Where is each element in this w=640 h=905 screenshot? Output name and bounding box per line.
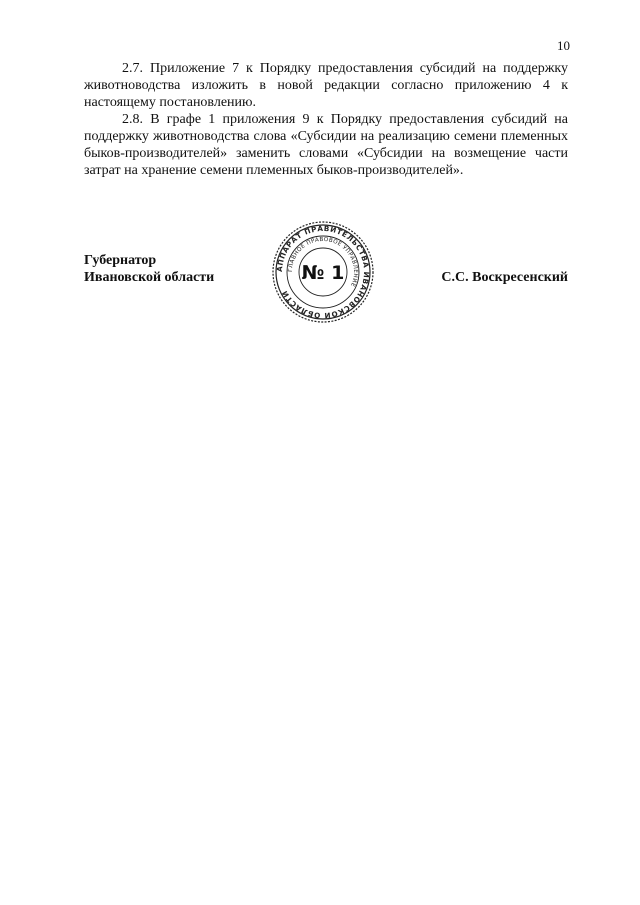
signatory-title (84, 252, 214, 286)
signature-block (84, 223, 568, 336)
seal-ring-text: АППАРАТ ПРАВИТЕЛЬСТВА ИВАНОВСКОЙ ОБЛАСТИ (274, 223, 372, 321)
page-number: 10 (557, 38, 570, 53)
seal-number: № 1 (301, 262, 345, 284)
signatory-name: С.С. Воскресенский (441, 270, 568, 285)
document-body (84, 60, 568, 179)
signatory-title-line1: Губернатор (84, 253, 157, 268)
signatory-title-line2: Ивановской области (84, 270, 215, 285)
official-seal-stamp (271, 220, 375, 324)
paragraph-2-7: 2.7. Приложение 7 к Порядку предоставления субсидий на поддержку животноводства изложить в новой редакции согласно приложению 4 к настоящему постановлению. (84, 61, 568, 110)
seal-inner-text: ГЛАВНОЕ ПРАВОВОЕ УПРАВЛЕНИЕ (287, 236, 359, 288)
paragraph-2-8: 2.8. В графе 1 приложения 9 к Порядку предоставления субсидий на поддержку животноводства слова «Субсидии на реализацию семени племенных быков-производителей» заменить словами «Субсидии на возмещение части затрат на хранение семени племенных быков-производителей». (84, 112, 568, 178)
